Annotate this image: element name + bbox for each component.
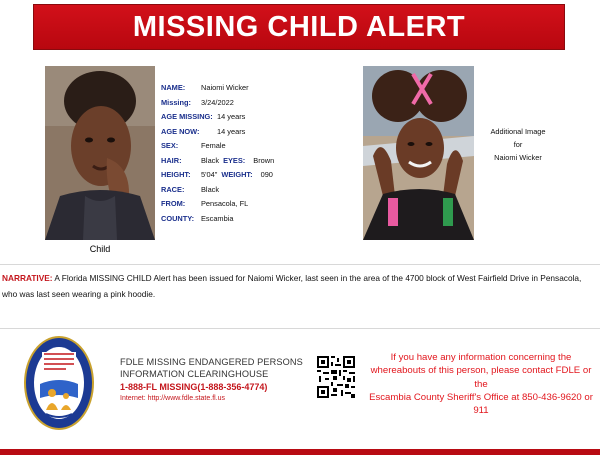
additional-image-line: Additional Image — [490, 127, 546, 136]
contact-line: whereabouts of this person, please contact FDLE or — [370, 365, 592, 377]
child-info-list — [161, 81, 274, 226]
info-row-name — [161, 81, 274, 96]
narrative-label: NARRATIVE: — [2, 273, 53, 283]
info-value: Black — [201, 155, 220, 165]
info-row-sex — [161, 139, 274, 154]
info-row-county — [161, 212, 274, 227]
fdle-info — [120, 356, 350, 404]
child-caption: Child — [89, 244, 111, 254]
info-label: NAME: — [161, 83, 186, 92]
fdle-seal-logo — [24, 336, 94, 430]
info-label: SEX: — [161, 141, 179, 150]
info-value: Escambia — [201, 213, 234, 223]
fdle-phone: 1-888-FL MISSING(1-888-356-4774) — [120, 382, 268, 392]
fdle-website: Internet: http://www.fdle.state.fl.us — [120, 395, 226, 402]
info-value: 3/24/2022 — [201, 97, 234, 107]
info-label: AGE NOW: — [161, 126, 200, 136]
info-value: Naiomi Wicker — [201, 83, 249, 92]
info-row-age-missing — [161, 110, 274, 125]
divider — [0, 264, 600, 265]
divider — [0, 328, 600, 329]
bottom-bar — [0, 449, 600, 455]
info-value: 090 — [260, 170, 273, 179]
info-label: Missing: — [161, 97, 191, 107]
info-label: FROM: — [161, 199, 186, 208]
info-value: Pensacola, FL — [201, 199, 249, 208]
info-label: HAIR: — [161, 155, 182, 165]
info-label: HEIGHT: — [161, 170, 191, 179]
info-value: Female — [201, 141, 226, 150]
alert-banner — [33, 4, 565, 50]
fdle-name: FDLE MISSING ENDANGERED PERSONS — [120, 357, 303, 367]
info-value: 14 years — [217, 112, 246, 121]
info-row-hair-eyes — [161, 154, 274, 169]
info-value: 5'04" — [201, 170, 218, 179]
additional-image-caption — [478, 125, 558, 164]
narrative — [2, 270, 592, 302]
additional-image-line: for — [513, 140, 523, 149]
info-row-age-now — [161, 125, 274, 140]
contact-line: Escambia County Sheriff's Office at 850-436-9620 or — [369, 391, 593, 403]
info-label: WEIGHT: — [221, 170, 253, 179]
info-value: Brown — [253, 155, 275, 165]
info-label: COUNTY: — [161, 213, 195, 223]
info-label: EYES: — [223, 155, 246, 165]
info-row-from — [161, 197, 274, 212]
contact-line: 911 — [473, 405, 489, 417]
info-row-height-weight — [161, 168, 274, 183]
fdle-name: INFORMATION CLEARINGHOUSE — [120, 369, 269, 379]
info-row-race — [161, 183, 274, 198]
info-value: Black — [201, 184, 220, 194]
qr-code-icon — [317, 356, 355, 398]
info-label: RACE: — [161, 184, 185, 194]
narrative-text: A Florida MISSING CHILD Alert has been issued for Naiomi Wicker, last seen in the area of the 4700 block of West Fairfield Drive in Pensacola, who was last seen wearing a pink hoodie. — [2, 273, 582, 299]
additional-photo — [363, 66, 474, 240]
contact-notice — [368, 351, 594, 417]
contact-line: the — [474, 378, 488, 390]
alert-title: MISSING CHILD ALERT — [132, 10, 466, 43]
contact-line: If you have any information concerning the — [390, 352, 572, 363]
info-value: 14 years — [217, 126, 246, 136]
info-row-missing — [161, 96, 274, 111]
info-label: AGE MISSING: — [161, 112, 213, 121]
additional-image-line: Naiomi Wicker — [494, 153, 542, 162]
child-photo — [45, 66, 155, 240]
